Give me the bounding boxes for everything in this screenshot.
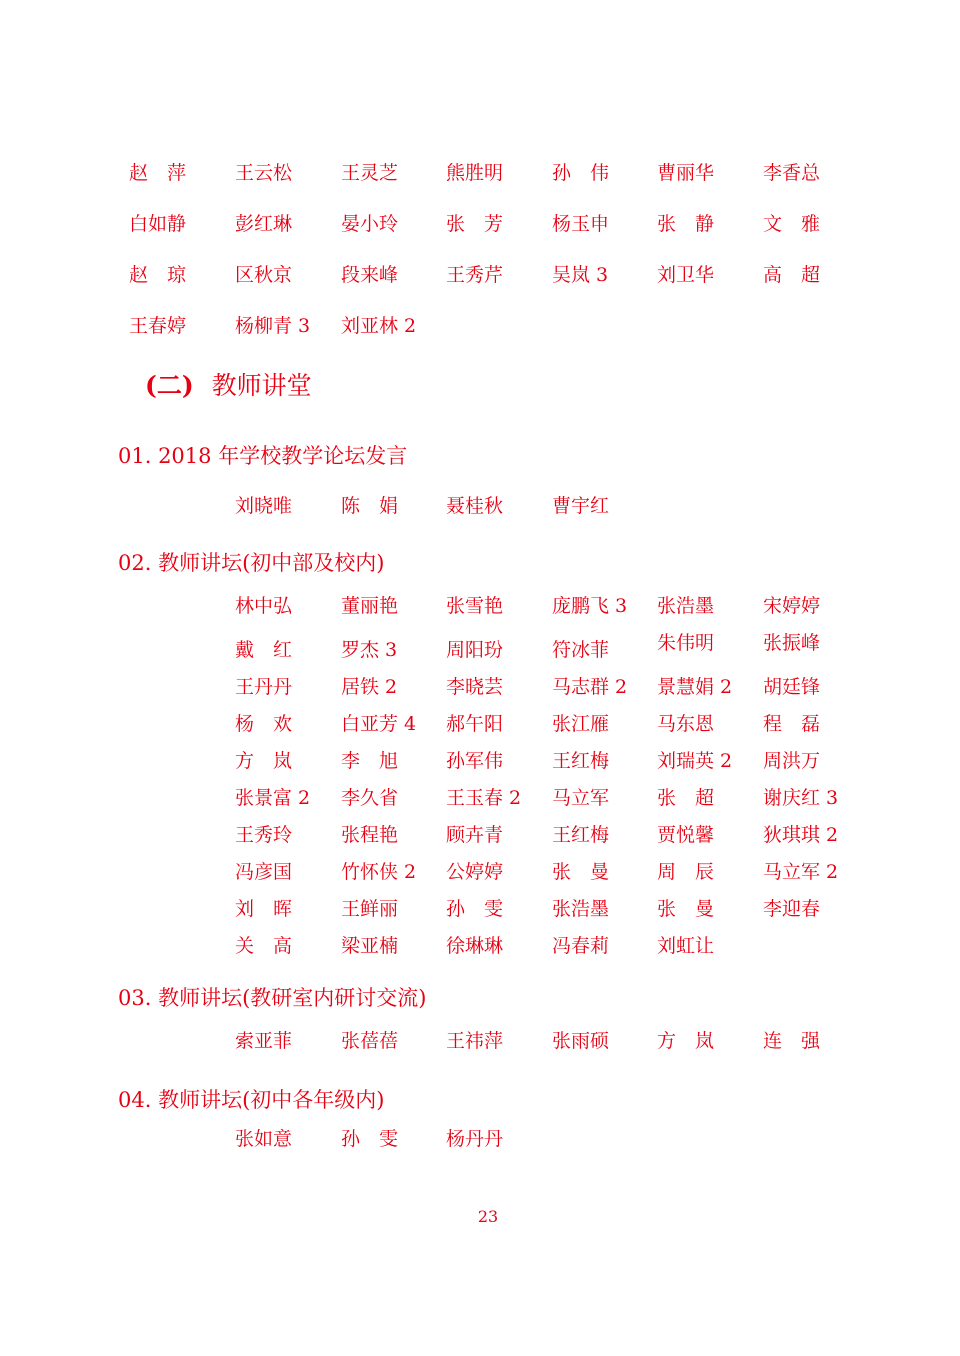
name-cell: 马立军 (552, 787, 610, 809)
name-cell: 刘卫华 (657, 264, 715, 286)
name-cell: 刘亚林 2 (341, 315, 417, 337)
section-title (145, 366, 312, 406)
name-cell: 高 超 (763, 264, 821, 286)
name-cell: 李香总 (763, 162, 821, 184)
name-cell: 刘瑞英 2 (657, 750, 733, 772)
name-cell: 聂桂秋 (446, 495, 504, 517)
name-cell: 张 静 (657, 213, 715, 235)
name-cell: 郝午阳 (446, 713, 504, 735)
name-cell: 马立军 2 (763, 861, 839, 883)
name-cell: 张江雁 (552, 713, 610, 735)
name-cell: 张 曼 (657, 898, 715, 920)
name-cell: 王红梅 (552, 824, 610, 846)
name-cell: 马东恩 (657, 713, 715, 735)
name-cell: 罗杰 3 (341, 639, 398, 661)
subsection-heading: 01. 2018 年学校教学论坛发言 (118, 444, 408, 468)
name-cell: 张如意 (235, 1128, 293, 1150)
name-cell: 孙 雯 (341, 1128, 399, 1150)
name-cell: 王丹丹 (235, 676, 293, 698)
name-cell: 马志群 2 (552, 676, 628, 698)
name-cell: 晏小玲 (341, 213, 399, 235)
name-cell: 周阳玢 (446, 639, 504, 661)
name-cell: 李迎春 (763, 898, 821, 920)
name-cell: 冯彦国 (235, 861, 293, 883)
name-cell: 冯春莉 (552, 935, 610, 957)
name-cell: 刘 晖 (235, 898, 293, 920)
name-cell: 李 旭 (341, 750, 399, 772)
name-cell: 索亚菲 (235, 1030, 293, 1052)
name-cell: 张程艳 (341, 824, 399, 846)
name-cell: 刘虹让 (657, 935, 715, 957)
name-cell: 孙 伟 (552, 162, 610, 184)
name-cell: 王红梅 (552, 750, 610, 772)
name-cell: 贾悦馨 (657, 824, 715, 846)
name-cell: 张浩墨 (552, 898, 610, 920)
subsection-heading: 02. 教师讲坛(初中部及校内) (118, 551, 385, 575)
name-cell: 张 芳 (446, 213, 504, 235)
name-cell: 王鲜丽 (341, 898, 399, 920)
name-cell: 白如静 (129, 213, 187, 235)
name-cell: 公婷婷 (446, 861, 504, 883)
name-cell: 杨丹丹 (446, 1128, 504, 1150)
name-cell: 杨玉申 (552, 213, 610, 235)
name-cell: 彭红琳 (235, 213, 293, 235)
name-cell: 竹怀侠 2 (341, 861, 417, 883)
name-cell: 赵 萍 (129, 162, 187, 184)
name-cell: 王云松 (235, 162, 293, 184)
name-cell: 王祎萍 (446, 1030, 504, 1052)
name-cell: 方 岚 (657, 1030, 715, 1052)
name-cell: 梁亚楠 (341, 935, 399, 957)
name-cell: 杨 欢 (235, 713, 293, 735)
name-cell: 熊胜明 (446, 162, 504, 184)
name-cell: 李晓芸 (446, 676, 504, 698)
section-title-text: 教师讲堂 (211, 371, 312, 400)
name-cell: 李久省 (341, 787, 399, 809)
name-cell: 刘晓唯 (235, 495, 293, 517)
name-cell: 周洪万 (763, 750, 821, 772)
name-cell: 方 岚 (235, 750, 293, 772)
name-cell: 陈 娟 (341, 495, 399, 517)
name-cell: 曹丽华 (657, 162, 715, 184)
name-cell: 王春婷 (129, 315, 187, 337)
subsection-heading: 04. 教师讲坛(初中各年级内) (118, 1088, 385, 1112)
name-cell: 狄琪琪 2 (763, 824, 839, 846)
name-cell: 庞鹏飞 3 (552, 595, 628, 617)
name-cell: 戴 红 (235, 639, 293, 661)
name-cell: 张雪艳 (446, 595, 504, 617)
name-cell: 孙 雯 (446, 898, 504, 920)
name-cell: 居铁 2 (341, 676, 398, 698)
name-cell: 张蓓蓓 (341, 1030, 399, 1052)
name-cell: 段来峰 (341, 264, 399, 286)
name-cell: 张浩墨 (657, 595, 715, 617)
page-number: 23 (477, 1207, 499, 1226)
name-cell: 关 高 (235, 935, 293, 957)
name-cell: 谢庆红 3 (763, 787, 839, 809)
section-number: (二) (145, 371, 194, 400)
name-cell: 王玉春 2 (446, 787, 522, 809)
name-cell: 王秀芹 (446, 264, 504, 286)
name-cell: 胡廷锋 (763, 676, 821, 698)
name-cell: 孙军伟 (446, 750, 504, 772)
name-cell: 吴岚 3 (552, 264, 609, 286)
name-cell: 朱伟明 (657, 632, 715, 654)
name-cell: 景慧娟 2 (657, 676, 733, 698)
name-cell: 顾卉青 (446, 824, 504, 846)
name-cell: 张振峰 (763, 632, 821, 654)
name-cell: 张 超 (657, 787, 715, 809)
name-cell: 周 辰 (657, 861, 715, 883)
name-cell: 区秋京 (235, 264, 293, 286)
name-cell: 徐琳琳 (446, 935, 504, 957)
name-cell: 林中弘 (235, 595, 293, 617)
name-cell: 张景富 2 (235, 787, 311, 809)
name-cell: 符冰菲 (552, 639, 610, 661)
name-cell: 董丽艳 (341, 595, 399, 617)
name-cell: 杨柳青 3 (235, 315, 311, 337)
name-cell: 张 曼 (552, 861, 610, 883)
name-cell: 王秀玲 (235, 824, 293, 846)
subsection-heading: 03. 教师讲坛(教研室内研讨交流) (118, 986, 427, 1010)
name-cell: 王灵芝 (341, 162, 399, 184)
name-cell: 宋婷婷 (763, 595, 821, 617)
name-cell: 白亚芳 4 (341, 713, 417, 735)
name-cell: 程 磊 (763, 713, 821, 735)
name-cell: 赵 琼 (129, 264, 187, 286)
name-cell: 文 雅 (763, 213, 821, 235)
name-cell: 曹宇红 (552, 495, 610, 517)
name-cell: 张雨硕 (552, 1030, 610, 1052)
name-cell: 连 强 (763, 1030, 821, 1052)
